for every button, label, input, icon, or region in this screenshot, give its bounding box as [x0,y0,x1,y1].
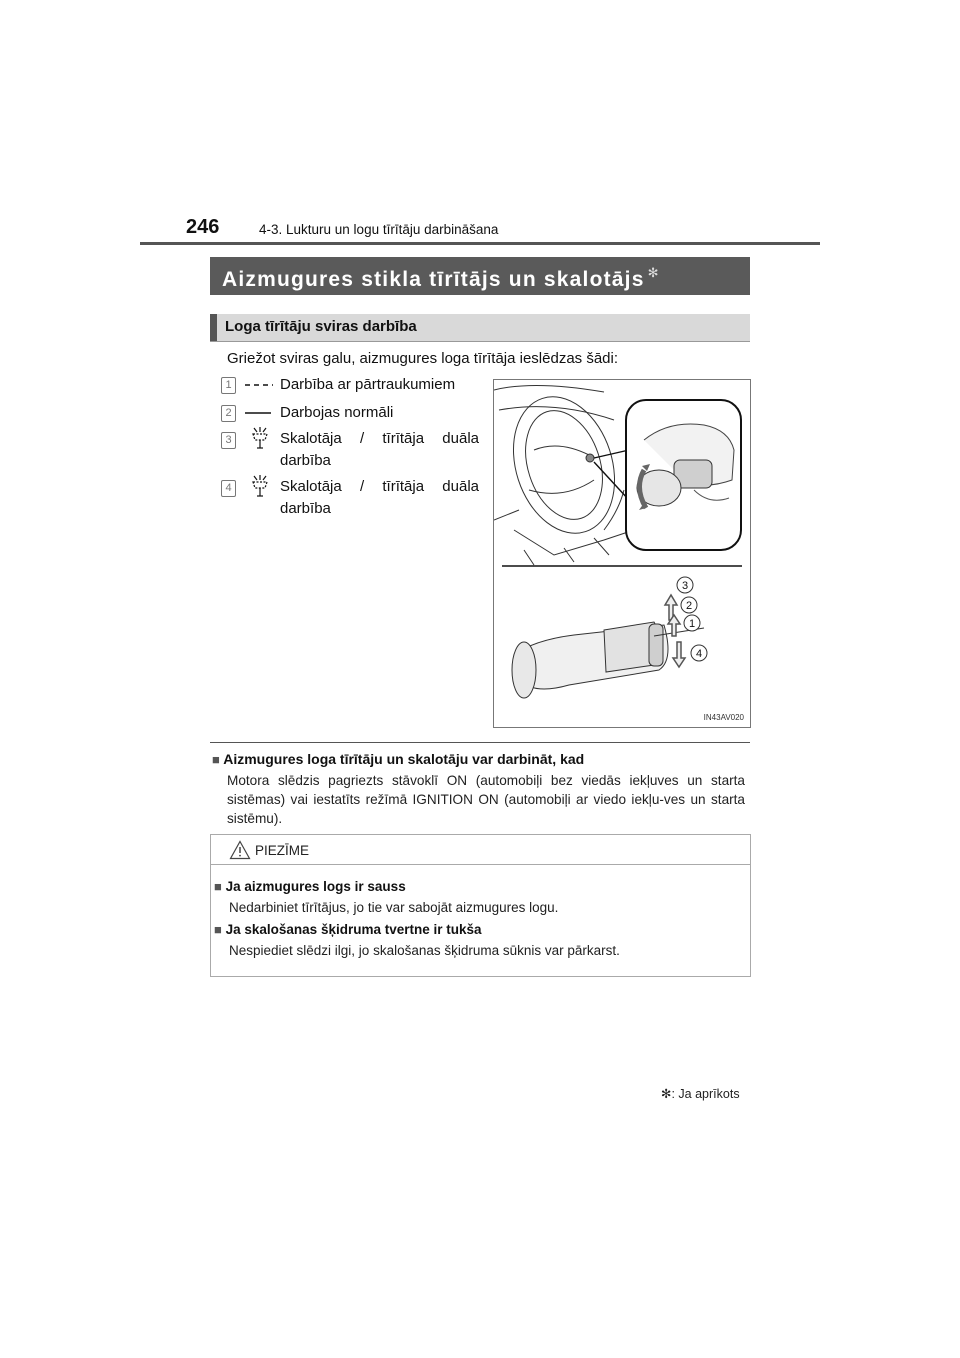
figure-callout-3: 3 [681,580,689,592]
footnote-text: : Ja aprīkots [671,1087,740,1101]
subheading: Loga tīrītāju sviras darbība [225,318,417,335]
zoom-detail [594,400,741,550]
item-text-4a: Skalotāja / tīrītāja duāla [280,478,479,495]
item-number-3: 3 [221,432,236,449]
title-box [210,257,750,295]
note-heading-2 [214,922,482,937]
item-text-1: Darbība ar pārtraukumiem [280,376,456,393]
header-rule [140,242,820,245]
washer-spray-icon [250,474,270,498]
note-heading-2-text: Ja skalošanas šķidruma tvertne ir tukša [225,922,482,937]
section-title: 4-3. Lukturu un logu tīrītāju darbināšana [259,222,499,237]
bullet-square: ■ [214,922,222,937]
figure-illustration [494,380,750,727]
subheading-box [210,314,750,342]
figure-wiper-lever [493,379,751,728]
figure-code: IN43AV020 [703,713,744,722]
note-heading-1 [214,879,406,894]
note-header-rule [211,864,750,865]
page-title-text: Aizmugures stikla tīrītājs un skalotājs [222,268,645,291]
item-text-3b: darbība [280,452,331,469]
item-text-4b: darbība [280,500,331,517]
lever-drawing [512,577,707,698]
note-body-1: Nedarbiniet tīrītājus, jo tie var sabojāt aizmugures logu. [229,900,559,915]
bullet-square: ■ [214,879,222,894]
note-body-2: Nespiediet slēdzi ilgi, jo skalošanas šķidruma sūknis var pārkarst. [229,943,620,958]
dashed-line-icon [245,374,273,396]
footnote [661,1086,740,1101]
figure-callout-2: 2 [685,600,693,612]
item-text-3a: Skalotāja / tīrītāja duāla [280,430,479,447]
equipment-mark: ✻ [647,265,660,280]
footnote-mark: ✻ [661,1087,672,1101]
subheading-bar [210,314,217,341]
washer-spray-icon [250,426,270,450]
intro-text: Griežot sviras galu, aizmugures loga tīrītāja ieslēdzas šādi: [227,350,619,367]
item-number-4: 4 [221,480,236,497]
item-number-2: 2 [221,405,236,422]
item-number-1: 1 [221,377,236,394]
separator-rule [210,742,750,743]
page-number: 246 [186,216,220,238]
bullet-square: ■ [212,752,220,767]
page-title [222,265,660,292]
item-text-2: Darbojas normāli [280,404,394,421]
figure-callout-1: 1 [688,618,696,630]
condition-body: Motora slēdzis pagriezts stāvoklī ON (automobiļi bez viedās iekļuves un starta sistēmas) vai iestatīts režīmā IGNITION ON (automobiļi ar viedo iekļu-ves un starta sistēmu). [227,773,745,826]
warning-triangle-icon [229,840,251,860]
dashboard-drawing [494,384,634,565]
condition-heading-text: Aizmugures loga tīrītāju un skalotāju var darbināt, kad [223,751,585,767]
condition-heading [212,751,584,767]
note-box [210,834,751,977]
figure-callout-4: 4 [695,648,703,660]
note-label: PIEZĪME [255,843,310,858]
note-heading-1-text: Ja aizmugures logs ir sauss [225,879,406,894]
solid-line-icon [245,402,273,424]
